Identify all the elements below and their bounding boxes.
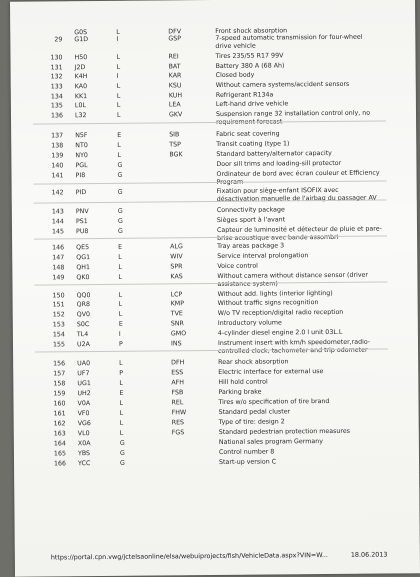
option-family: ALG	[170, 243, 183, 251]
row-number: 139	[39, 152, 63, 160]
row-number: 152	[41, 311, 65, 319]
table-row	[13, 318, 418, 322]
row-number: 143	[40, 208, 64, 216]
row-number: 156	[41, 360, 65, 368]
option-category: G	[120, 460, 125, 468]
page-footer	[51, 551, 328, 561]
option-family: KAR	[169, 72, 182, 80]
option-category: L	[117, 152, 121, 160]
option-family: GMO	[171, 330, 186, 338]
option-category: L	[116, 29, 120, 37]
option-category: L	[120, 430, 124, 438]
option-code: S0C	[77, 321, 89, 329]
option-description: Ordinateur de bord avec écran couleur et Efficiency Program	[216, 170, 381, 187]
option-category: E	[119, 321, 123, 329]
option-category: L	[117, 83, 121, 91]
option-code: PGL	[75, 162, 87, 170]
option-description: Rear shock absorption	[218, 358, 383, 367]
option-category: G	[117, 162, 122, 170]
option-description: Type of tire: design 2	[219, 418, 384, 427]
option-description: Fabric seat covering	[216, 130, 381, 139]
option-description: Control number 8	[219, 448, 384, 457]
option-code: QG1	[76, 254, 90, 262]
row-number: 146	[40, 244, 64, 252]
row-number: 157	[41, 370, 65, 378]
table-row	[12, 205, 417, 209]
option-category: I	[116, 36, 118, 44]
row-number: 150	[41, 292, 65, 300]
option-family: KMP	[171, 300, 184, 308]
option-category: E	[117, 132, 121, 140]
option-family: SIB	[169, 131, 179, 139]
table-row	[11, 70, 416, 74]
option-family: BAT	[169, 63, 181, 71]
row-number: 130	[38, 54, 62, 62]
option-category: E	[119, 390, 123, 398]
row-number: 162	[42, 420, 66, 428]
option-code: QH1	[76, 264, 90, 272]
option-code: VF0	[78, 410, 90, 418]
row-number: 161	[42, 410, 66, 418]
option-description: Introductory volume	[218, 319, 383, 328]
option-code: TL4	[77, 331, 88, 339]
option-category: G	[120, 440, 125, 448]
option-code: H50	[74, 54, 87, 62]
table-row	[11, 61, 416, 65]
option-family: GKV	[169, 111, 182, 119]
option-code: YBS	[78, 450, 90, 458]
table-row	[11, 109, 416, 113]
option-family: WIV	[170, 253, 182, 261]
row-number: 155	[41, 341, 65, 349]
option-category: L	[117, 64, 121, 72]
table-row	[13, 338, 418, 342]
option-family: SNR	[171, 320, 184, 328]
option-family: RES	[172, 419, 184, 427]
row-number: 141	[39, 172, 63, 180]
option-family: BGK	[169, 151, 182, 159]
option-family: FGS	[172, 429, 185, 437]
option-category: L	[120, 410, 124, 418]
row-number: 148	[40, 264, 64, 272]
option-code: UF7	[77, 370, 89, 378]
option-category: L	[117, 102, 121, 110]
option-category: L	[117, 112, 121, 120]
table-row	[14, 457, 419, 461]
option-category: L	[117, 142, 121, 150]
option-category: G	[118, 189, 123, 197]
option-description: Electric interface for external use	[218, 368, 383, 377]
row-number: 137	[39, 132, 63, 140]
option-category: G	[117, 172, 122, 180]
option-description: W/o TV reception/digital radio reception	[218, 309, 383, 318]
table-row	[13, 328, 418, 332]
table-row	[11, 149, 416, 153]
option-category: L	[118, 254, 122, 262]
option-code: KA0	[75, 83, 87, 91]
option-code: YCC	[78, 460, 90, 468]
option-category: L	[119, 301, 123, 309]
table-row	[11, 159, 416, 163]
row-number: 163	[42, 430, 66, 438]
option-description: Without traffic signs recognition	[218, 299, 383, 308]
option-code: PI8	[75, 172, 85, 180]
option-code: J2D	[75, 64, 86, 72]
option-code: NT0	[75, 142, 88, 150]
row-number: 165	[42, 450, 66, 458]
table-row	[11, 129, 416, 133]
option-description: Connectivity package	[217, 206, 382, 215]
option-category: L	[119, 360, 123, 368]
option-description: Capteur de luminosité et détecteur de pluie et pare-brise acoustique avec bande assombri	[217, 226, 382, 243]
table-row	[13, 289, 418, 293]
option-description: Fixation pour siège-enfant ISOFIX avec désactivation manuelle de l'airbag du passager AV	[217, 187, 382, 204]
option-code: UA0	[77, 360, 90, 368]
option-description: Without add. lights (interior lighting)	[218, 290, 383, 299]
vehicle-data-table	[10, 0, 415, 2]
option-description: Sièges sport à l'avant	[217, 216, 382, 225]
option-description: Service interval prolongation	[217, 252, 382, 261]
option-category: L	[120, 420, 124, 428]
option-family: REI	[168, 53, 178, 61]
option-family: TVE	[171, 310, 183, 318]
option-code: K4H	[75, 73, 88, 81]
option-code: UG1	[77, 380, 91, 388]
row-number: 134	[39, 93, 63, 101]
table-row	[12, 225, 417, 229]
row-number: 136	[39, 112, 63, 120]
option-code: N5F	[75, 132, 87, 140]
option-code: UH2	[77, 390, 90, 398]
option-code: G1D	[74, 36, 88, 44]
table-row	[10, 51, 415, 55]
option-family: REL	[171, 399, 183, 407]
table-row	[12, 215, 417, 219]
option-family: SPR	[170, 263, 182, 271]
option-code: L32	[75, 112, 87, 120]
option-description: Tray areas package 3	[217, 242, 382, 251]
option-code: NY0	[75, 152, 88, 160]
row-number: 147	[40, 254, 64, 262]
table-row	[11, 80, 416, 84]
option-description: Without camera systems/accident sensors	[216, 81, 381, 90]
table-row	[13, 298, 418, 302]
option-description: Tires 235/55 R17 99V	[215, 52, 380, 61]
table-row	[13, 377, 418, 381]
option-description: 4-cylinder diesel engine 2.0 l unit 03L.L	[218, 329, 383, 338]
option-family: TSP	[169, 141, 181, 149]
table-row	[11, 99, 416, 103]
table-row	[13, 387, 418, 391]
option-code: QV0	[77, 311, 90, 319]
option-description: Standard pedestrian protection measures	[219, 428, 384, 437]
option-category: L	[119, 400, 123, 408]
table-row	[13, 308, 418, 312]
option-description: Left-hand drive vehicle	[216, 100, 381, 109]
row-number: 133	[39, 83, 63, 91]
row-number: 166	[42, 460, 66, 468]
option-category: E	[118, 244, 122, 252]
row-number: 140	[39, 162, 63, 170]
option-category: G	[118, 218, 123, 226]
row-number: 131	[39, 64, 63, 72]
option-category: L	[117, 93, 121, 101]
row-number: 138	[39, 142, 63, 150]
option-code: VG6	[78, 420, 91, 428]
option-category: P	[119, 370, 123, 378]
table-row	[12, 241, 417, 245]
option-code: KK1	[75, 93, 87, 101]
row-number: 159	[41, 390, 65, 398]
option-family: KSU	[169, 82, 182, 90]
table-row	[10, 33, 415, 37]
row-number: 154	[41, 331, 65, 339]
option-description: Start-up version C	[219, 458, 384, 467]
option-code: L0L	[75, 102, 86, 110]
option-description: Door sill trims and loading-sill protector	[216, 160, 381, 169]
row-number: 158	[41, 380, 65, 388]
option-description: Without camera without distance sensor (driver assistance system)	[217, 272, 382, 289]
option-description: Hill hold control	[218, 378, 383, 387]
option-code: G0S	[74, 29, 87, 37]
option-category: G	[118, 228, 123, 236]
option-description: National sales program Germany	[219, 438, 384, 447]
option-category: P	[119, 341, 123, 349]
option-category: L	[118, 274, 122, 282]
option-category: L	[118, 264, 122, 272]
option-family: KUH	[169, 92, 182, 100]
footer-date: 18.06.2013	[351, 550, 388, 558]
option-family: AFH	[171, 379, 184, 387]
table-row	[11, 139, 416, 143]
table-row	[11, 90, 416, 94]
row-number: 151	[41, 301, 65, 309]
row-number: 164	[42, 440, 66, 448]
table-row	[14, 437, 419, 441]
table-row	[11, 169, 416, 173]
row-number: 144	[40, 218, 64, 226]
option-family: FSB	[171, 389, 183, 397]
option-description: Tires w/o specification of tire brand	[218, 398, 383, 407]
row-number: 160	[41, 400, 65, 408]
option-code: VL0	[78, 430, 90, 438]
option-category: L	[116, 54, 120, 62]
table-row	[14, 447, 419, 451]
option-family: FHW	[172, 409, 187, 417]
option-family: LCP	[171, 291, 183, 299]
row-number: 29	[38, 36, 62, 44]
option-category: L	[119, 311, 123, 319]
option-description: Instrument insert with km/h speedometer,radio-controlled clock, tachometer and trip odometer	[218, 339, 383, 356]
option-category: I	[119, 331, 121, 339]
option-family: ESS	[171, 369, 183, 377]
option-category: G	[118, 208, 123, 216]
option-category: G	[120, 450, 125, 458]
document-sheet	[10, 0, 420, 577]
table-row	[14, 417, 419, 421]
option-description: Standard pedal cluster	[219, 408, 384, 417]
option-description: Suspension range 32 installation control only, no requirement forecast	[216, 110, 381, 127]
option-code: PNV	[76, 208, 89, 216]
row-number: 135	[39, 102, 63, 110]
option-code: X0A	[78, 440, 91, 448]
option-code: QR8	[77, 301, 90, 309]
row-number: 132	[39, 73, 63, 81]
table-row	[12, 261, 417, 265]
option-family: KAS	[170, 273, 182, 281]
row-number: 153	[41, 321, 65, 329]
option-description: Battery 380 A (68 Ah)	[216, 62, 381, 71]
option-description: Closed body	[216, 71, 381, 80]
table-row	[12, 186, 417, 190]
option-code: QQ0	[77, 292, 91, 300]
table-row	[13, 367, 418, 371]
table-row	[13, 397, 418, 401]
option-code: U2A	[77, 341, 90, 349]
option-code: QE5	[76, 244, 89, 252]
option-code: PU8	[76, 228, 88, 236]
option-category: L	[119, 380, 123, 388]
option-description: Refrigerant R134a	[216, 91, 381, 100]
option-description: Transit coating (type 1)	[216, 140, 381, 149]
option-family: DFH	[171, 359, 184, 367]
option-code: V0A	[77, 400, 90, 408]
option-description: Voice control	[217, 262, 382, 271]
footer-url: https://portal.cpn.vwg/jctelsaonline/elsa/webuiprojects/fish/VehicleData.aspx?VIN=W...	[51, 551, 328, 561]
option-family: DFV	[168, 28, 181, 36]
option-code: PS1	[76, 218, 88, 226]
option-family: LEA	[169, 101, 181, 109]
option-description: Standard battery/alternator capacity	[216, 150, 381, 159]
row-number: 142	[40, 189, 64, 197]
row-number: 145	[40, 228, 64, 236]
option-description: 7-speed automatic transmission for four-wheel drive vehicle	[215, 34, 380, 51]
table-row	[14, 407, 419, 411]
table-row	[10, 26, 415, 30]
option-description: Front shock absorption	[215, 27, 380, 36]
table-row	[14, 427, 419, 431]
option-family: INS	[171, 340, 182, 348]
option-category: L	[119, 292, 123, 300]
option-family: GSP	[168, 35, 181, 43]
table-row	[13, 357, 418, 361]
option-category: I	[117, 73, 119, 81]
table-row	[12, 271, 417, 275]
table-row	[12, 251, 417, 255]
option-code: QK0	[76, 274, 89, 282]
option-code: PID	[76, 189, 87, 197]
option-description: Parking brake	[218, 388, 383, 397]
row-number: 149	[40, 274, 64, 282]
